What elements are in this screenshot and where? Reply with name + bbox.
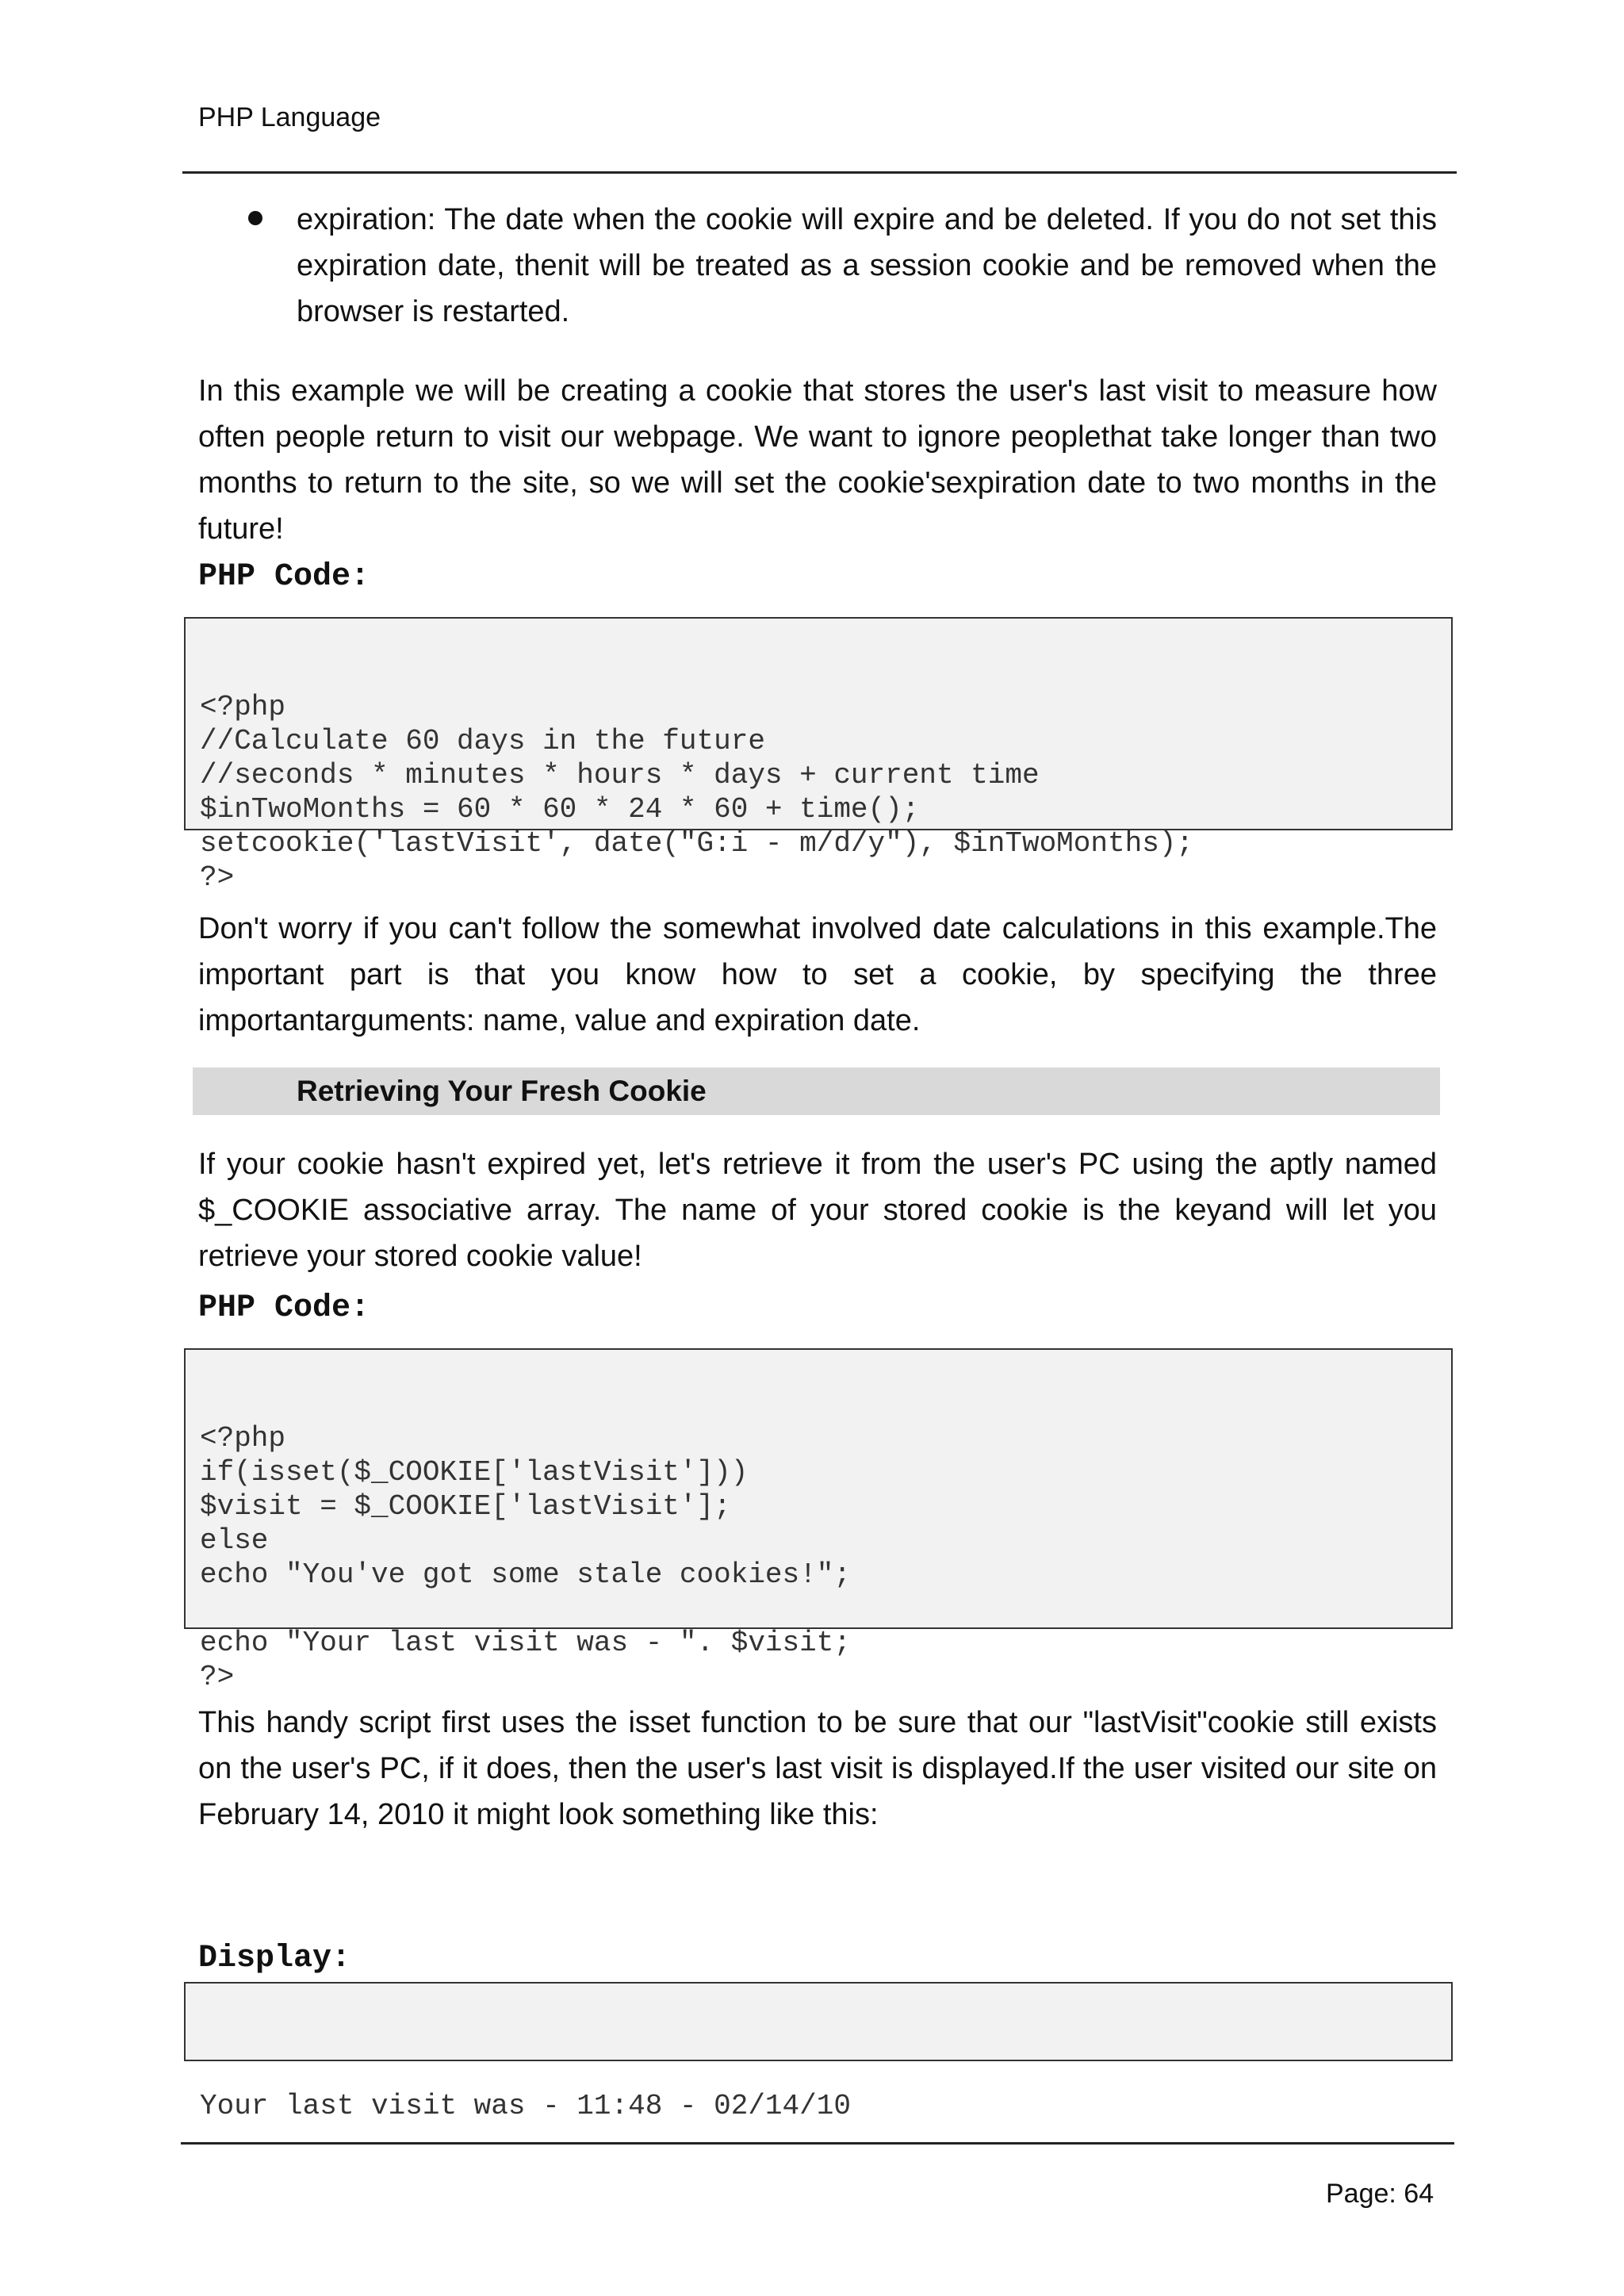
display-line: Your last visit was - 11:48 - 02/14/10 — [200, 2090, 851, 2122]
code-line — [200, 1592, 1437, 1626]
bullet-expiration-text: expiration: The date when the cookie will expire and be deleted. If you do not set this expiration date, thenit will be treated as a session cookie and be removed when the browser is restarted. — [297, 203, 1437, 328]
header-rule — [182, 171, 1457, 174]
code-line: ?> — [200, 1661, 235, 1693]
running-header-title: PHP Language — [198, 102, 381, 132]
paragraph-date-calculations: Don't worry if you can't follow the somewhat involved date calculations in this example.The important part is that you know how to set a cookie, by specifying the three importantarguments: name, value and expiration date. — [198, 912, 1437, 1037]
display-output-block — [184, 1982, 1453, 2122]
bullet-point-icon — [248, 211, 262, 225]
code-line: setcookie('lastVisit', date("G:i - m/d/y"), $inTwoMonths); — [200, 827, 1194, 860]
code-block-set-cookie — [184, 617, 1453, 894]
display-line — [200, 2055, 1437, 2089]
code-line: echo "You've got some stale cookies!"; — [200, 1558, 851, 1591]
paragraph-script-explanation: This handy script first uses the isset function to be sure that our "lastVisit"cookie still exists on the user's PC, if it does, then the user's last visit is displayed.If the user visited our site on February 14, 2010 it might look something like this: — [198, 1706, 1437, 1831]
code-line: ?> — [200, 861, 235, 894]
code-line: $inTwoMonths = 60 * 60 * 24 * 60 + time(); — [200, 793, 920, 826]
section-heading: Retrieving Your Fresh Cookie — [297, 1075, 707, 1107]
code-line: echo "Your last visit was - ". $visit; — [200, 1627, 851, 1659]
code-line: //Calculate 60 days in the future — [200, 725, 765, 757]
code-line: if(isset($_COOKIE['lastVisit'])) — [200, 1456, 749, 1489]
code-line: //seconds * minutes * hours * days + current time — [200, 759, 1040, 792]
code-block-retrieve-cookie — [184, 1348, 1453, 1693]
display-label: Display: — [198, 1941, 351, 1976]
code-line: <?php — [200, 1422, 286, 1455]
code-label-set-cookie: PHP Code: — [198, 559, 370, 595]
code-label-retrieve-cookie: PHP Code: — [198, 1290, 370, 1326]
code-line: else — [200, 1524, 269, 1557]
page-number: Page: 64 — [1326, 2179, 1434, 2209]
footer-rule — [181, 2142, 1454, 2145]
paragraph-retrieve-cookie: If your cookie hasn't expired yet, let's retrieve it from the user's PC using the aptly named $_COOKIE associative array. The name of your stored cookie is the keyand will let you retrieve your stored cookie value! — [198, 1148, 1437, 1273]
code-line: <?php — [200, 691, 286, 723]
code-line: $visit = $_COOKIE['lastVisit']; — [200, 1490, 731, 1523]
paragraph-cookie-example: In this example we will be creating a cookie that stores the user's last visit to measure how often people return to visit our webpage. We want to ignore peoplethat take longer than two months to return to the site, so we will set the cookie'sexpiration date to two months in the future! — [198, 374, 1437, 546]
